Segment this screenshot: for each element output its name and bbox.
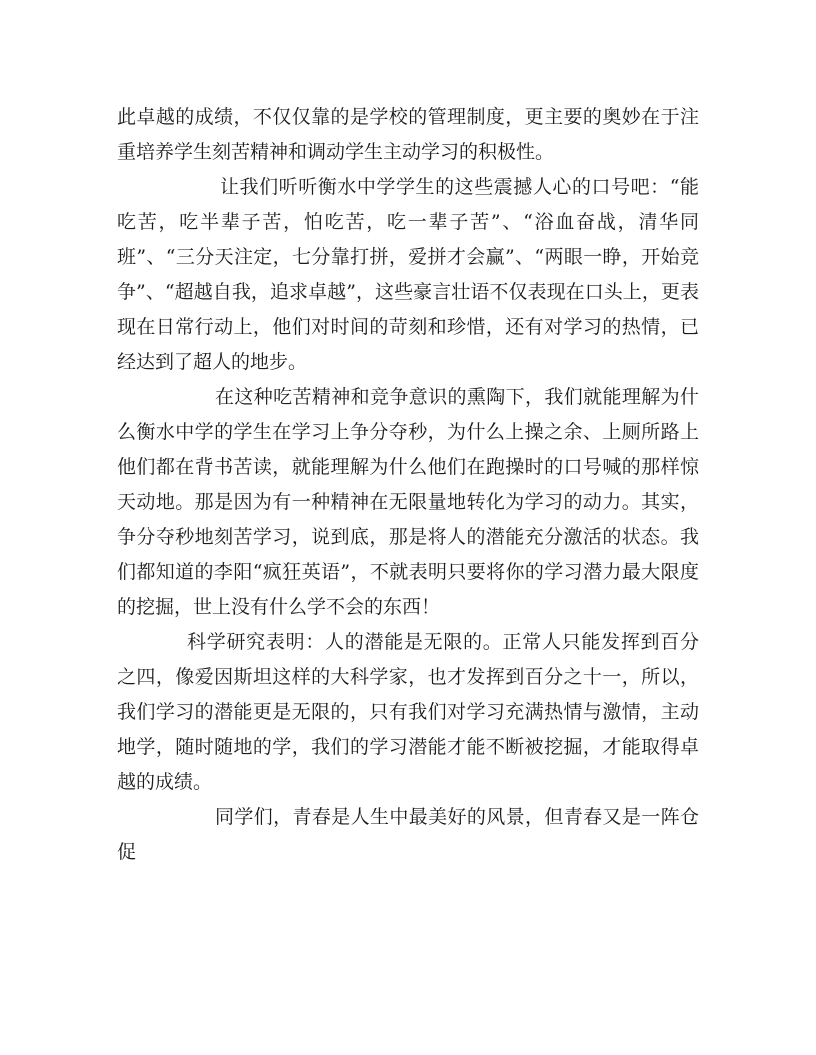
paragraph-4: 科学研究表明：人的潜能是无限的。正常人只能发挥到百分之四，像爱因斯坦这样的大科学家，也才发挥到百分之十一，所以，我们学习的潜能更是无限的，只有我们对学习充满热情与激情，主动地学，随时随地的学，我们的学习潜能才能不断被挖掘，才能取得卓越的成绩。: [117, 631, 699, 793]
body-text: [117, 100, 699, 870]
paragraph-1: 此卓越的成绩，不仅仅靠的是学校的管理制度，更主要的奥妙在于注重培养学生刻苦精神和调动学生主动学习的积极性。: [117, 106, 699, 163]
paragraph-2: 让我们听听衡水中学学生的这些震撼人心的口号吧：“能吃苦，吃半辈子苦，怕吃苦，吃一辈子苦”、“浴血奋战，清华同班”、“三分天注定，七分靠打拼，爱拼才会赢”、“两眼一睁，开始竞争”、“超越自我，追求卓越”，这些豪言壮语不仅表现在口头上，更表现在日常行动上，他们对时间的苛刻和珍惜，还有对学习的热情，已经达到了超人的地步。: [117, 176, 699, 373]
paragraph-3: 在这种吃苦精神和竞争意识的熏陶下，我们就能理解为什么衡水中学的学生在学习上争分夺秒，为什么上操之余、上厕所路上他们都在背书苦读，就能理解为什么他们在跑操时的口号喊的那样惊天动地。那是因为有一种精神在无限量地转化为学习的动力。其实，争分夺秒地刻苦学习，说到底，那是将人的潜能充分激活的状态。我们都知道的李阳“疯狂英语”，不就表明只要将你的学习潜力最大限度的挖掘，世上没有什么学不会的东西！: [117, 386, 699, 618]
paragraph-5: 同学们，青春是人生中最美好的风景，但青春又是一阵仓促: [117, 806, 699, 863]
